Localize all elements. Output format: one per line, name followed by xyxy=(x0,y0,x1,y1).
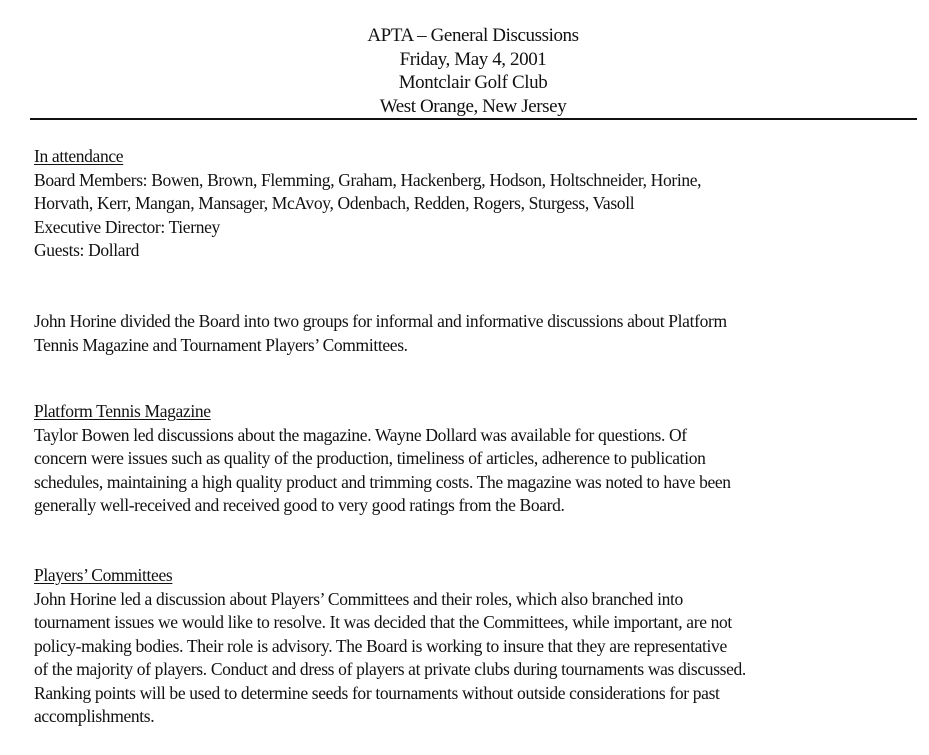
header-venue: Montclair Golf Club xyxy=(398,72,548,93)
magazine-line: Taylor Bowen led discussions about the magazine. Wayne Dollard was available for questions. Of xyxy=(34,424,687,445)
intro-paragraph xyxy=(34,310,924,357)
intro-line: John Horine divided the Board into two groups for informal and informative discussions about Platform xyxy=(34,311,727,331)
attendance-line: Board Members: Bowen, Brown, Flemming, Graham, Hackenberg, Hodson, Holtschneider, Horine, xyxy=(34,169,702,190)
magazine-heading: Platform Tennis Magazine xyxy=(34,401,211,421)
committees-section xyxy=(34,564,924,729)
committees-line: policy-making bodies. Their role is advisory. The Board is working to insure that they are representative xyxy=(34,635,727,656)
header-title: APTA – General Discussions xyxy=(367,25,579,46)
magazine-line: generally well-received and received good to very good ratings from the Board. xyxy=(34,495,565,515)
header-divider xyxy=(30,118,917,120)
header-location: West Orange, New Jersey xyxy=(379,95,567,117)
committees-heading: Players’ Committees xyxy=(34,565,173,585)
attendance-line: Executive Director: Tierney xyxy=(34,216,220,237)
magazine-section xyxy=(34,400,924,518)
committees-line: tournament issues we would like to resolve. It was decided that the Committees, while important, are not xyxy=(34,612,732,632)
attendance-line: Guests: Dollard xyxy=(34,240,140,260)
committees-line: Ranking points will be used to determine seeds for tournaments without outside considerations for past xyxy=(34,682,720,703)
document-header xyxy=(0,24,929,118)
attendance-heading: In attendance xyxy=(34,146,124,166)
committees-line: of the majority of players. Conduct and dress of players at private clubs during tournaments was discussed. xyxy=(34,659,746,679)
attendance-line: Horvath, Kerr, Mangan, Mansager, McAvoy, Odenbach, Redden, Rogers, Sturgess, Vasoll xyxy=(34,193,635,213)
committees-line: John Horine led a discussion about Players’ Committees and their roles, which also branched into xyxy=(34,588,683,609)
intro-line: Tennis Magazine and Tournament Players’ Committees. xyxy=(34,334,408,355)
magazine-line: concern were issues such as quality of the production, timeliness of articles, adherence to publication xyxy=(34,448,706,468)
header-date: Friday, May 4, 2001 xyxy=(399,48,547,70)
magazine-line: schedules, maintaining a high quality product and trimming costs. The magazine was noted to have been xyxy=(34,471,731,492)
attendance-section xyxy=(34,145,924,263)
committees-line: accomplishments. xyxy=(34,706,155,726)
